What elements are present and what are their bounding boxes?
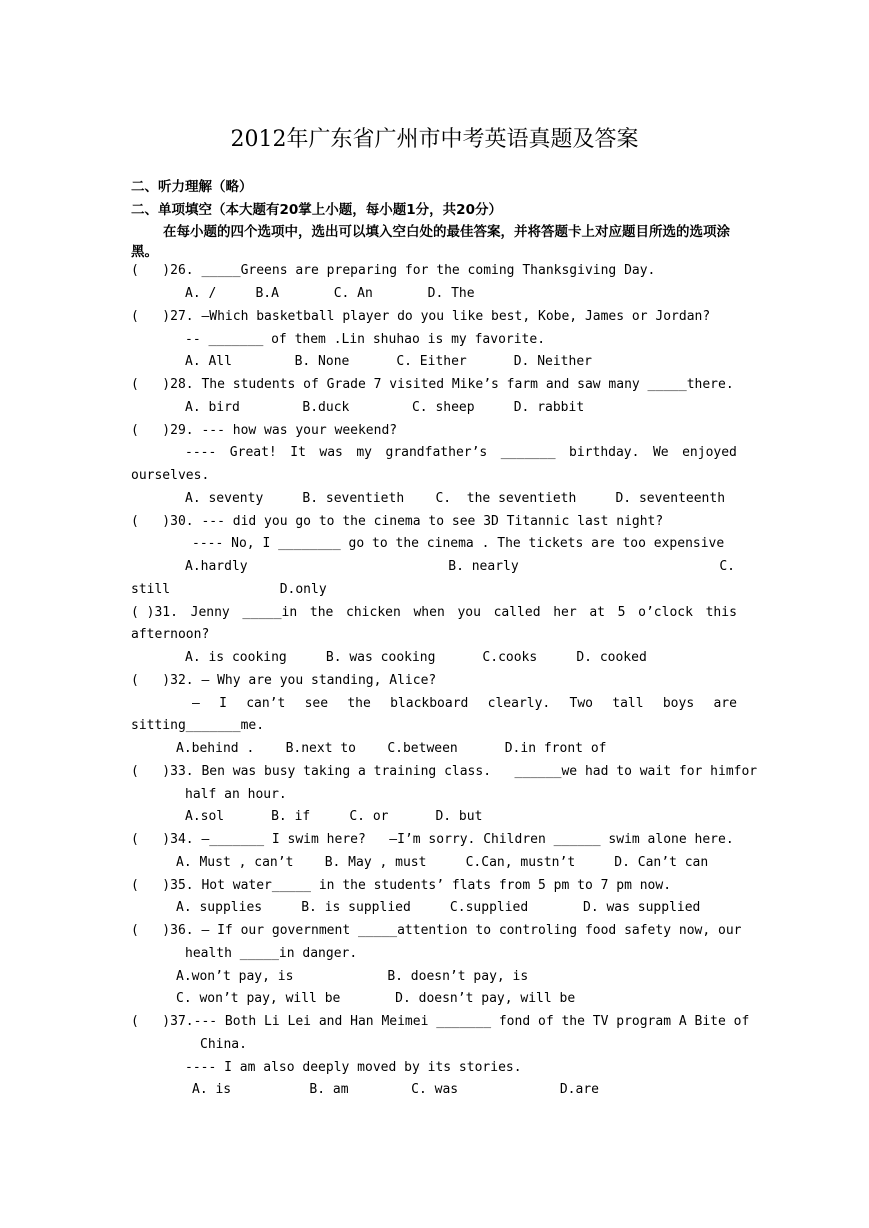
word: my bbox=[356, 445, 373, 460]
question-32-reply-continued: sitting_______me. bbox=[131, 718, 265, 733]
word: her bbox=[553, 605, 577, 620]
question-36-options-cd: C. won’t pay, will be D. doesn’t pay, will be bbox=[176, 991, 576, 1006]
word: are bbox=[713, 696, 737, 711]
word: I bbox=[219, 696, 227, 711]
question-32-options: A.behind . B.next to C.between D.in front of bbox=[176, 741, 607, 756]
word: the bbox=[347, 696, 371, 711]
question-29-options: A. seventy B. seventieth C. the seventieth D. seventeenth bbox=[185, 491, 726, 506]
question-36: ( )36. — If our government _____attention to controling food safety now, our bbox=[131, 923, 742, 938]
question-34-options: A. Must , can’t B. May , must C.Can, mustn’t D. Can’t can bbox=[176, 855, 709, 870]
question-31 bbox=[131, 603, 737, 623]
option: B. nearly bbox=[448, 559, 519, 574]
question-30: ( )30. --- did you go to the cinema to see 3D Titannic last night? bbox=[131, 514, 664, 529]
question-35: ( )35. Hot water_____ in the students’ flats from 5 pm to 7 pm now. bbox=[131, 878, 672, 893]
word: birthday. bbox=[569, 445, 640, 460]
word: boys bbox=[662, 696, 695, 711]
word: Two bbox=[569, 696, 594, 711]
question-33: ( )33. Ben was busy taking a training class. ______we had to wait for himfor bbox=[131, 764, 758, 779]
word: ( )31. bbox=[131, 605, 178, 620]
question-27-reply: -- _______ of them .Lin shuhao is my favorite. bbox=[185, 332, 546, 347]
word: 5 bbox=[617, 605, 626, 620]
question-36-continued: health _____in danger. bbox=[185, 946, 358, 961]
question-26: ( )26. _____Greens are preparing for the coming Thanksgiving Day. bbox=[131, 263, 656, 278]
word: It bbox=[290, 445, 306, 460]
question-29-reply bbox=[185, 443, 737, 463]
question-29-reply-continued: ourselves. bbox=[131, 468, 210, 483]
word: see bbox=[304, 696, 329, 711]
question-37-continued: China. bbox=[200, 1037, 247, 1052]
word: blackboard bbox=[390, 696, 469, 711]
question-30-options bbox=[185, 557, 735, 577]
word: at bbox=[589, 605, 605, 620]
question-28: ( )28. The students of Grade 7 visited Mike’s farm and saw many _____there. bbox=[131, 377, 734, 392]
word: you bbox=[457, 605, 481, 620]
question-27-options: A. All B. None C. Either D. Neither bbox=[185, 354, 592, 369]
word: grandfather’s bbox=[385, 445, 488, 460]
question-34: ( )34. —_______ I swim here? —I’m sorry. Children ______ swim alone here. bbox=[131, 832, 734, 847]
word: _______ bbox=[500, 445, 556, 460]
question-35-options: A. supplies B. is supplied C.supplied D. was supplied bbox=[176, 900, 701, 915]
word: chicken bbox=[346, 605, 401, 620]
word: when bbox=[413, 605, 445, 620]
word: — bbox=[192, 696, 200, 711]
word: was bbox=[319, 445, 343, 460]
page-title: 2012年广东省广州市中考英语真题及答案 bbox=[230, 127, 639, 152]
word: _____in bbox=[242, 605, 298, 620]
word: called bbox=[493, 605, 541, 620]
word: can’t bbox=[246, 696, 286, 711]
question-26-options: A. / B.A C. An D. The bbox=[185, 286, 475, 301]
question-27: ( )27. –Which basketball player do you like best, Kobe, James or Jordan? bbox=[131, 309, 711, 324]
question-31-continued: afternoon? bbox=[131, 627, 210, 642]
question-29: ( )29. --- how was your weekend? bbox=[131, 423, 398, 438]
question-32: ( )32. — Why are you standing, Alice? bbox=[131, 673, 437, 688]
question-28-options: A. bird B.duck C. sheep D. rabbit bbox=[185, 400, 585, 415]
section-heading-listening: 二、听力理解（略） bbox=[131, 179, 253, 195]
word: enjoyed bbox=[682, 445, 737, 460]
option: C. bbox=[719, 559, 735, 574]
word: Jenny bbox=[190, 605, 230, 620]
section-heading-single-choice: 二、单项填空（本大题有20掌上小题，每小题1分，共20分） bbox=[131, 202, 502, 218]
question-33-continued: half an hour. bbox=[185, 787, 287, 802]
question-33-options: A.sol B. if C. or D. but bbox=[185, 809, 483, 824]
word: We bbox=[652, 445, 669, 460]
word: ---- bbox=[185, 445, 217, 460]
question-32-reply bbox=[192, 694, 737, 714]
option: A.hardly bbox=[185, 559, 248, 574]
question-37-reply: ---- I am also deeply moved by its stories. bbox=[185, 1060, 522, 1075]
question-30-reply: ---- No, I ________ go to the cinema . The tickets are too expensive bbox=[192, 536, 725, 551]
word: clearly. bbox=[487, 696, 551, 711]
question-30-options-continued: still D.only bbox=[131, 582, 327, 597]
section-instructions: 在每小题的四个选项中，选出可以填入空白处的最佳答案，并将答题卡上对应题目所选的选项涂黑。 bbox=[131, 224, 730, 260]
word: Great! bbox=[229, 445, 277, 460]
word: this bbox=[705, 605, 737, 620]
word: tall bbox=[612, 696, 644, 711]
word: the bbox=[309, 605, 334, 620]
question-36-options-ab: A.won’t pay, is B. doesn’t pay, is bbox=[176, 969, 529, 984]
question-37: ( )37.--- Both Li Lei and Han Meimei _______ fond of the TV program A Bite of bbox=[131, 1014, 750, 1029]
question-37-options: A. is B. am C. was D.are bbox=[192, 1082, 599, 1097]
question-31-options: A. is cooking B. was cooking C.cooks D. cooked bbox=[185, 650, 647, 665]
word: o’clock bbox=[638, 605, 693, 620]
